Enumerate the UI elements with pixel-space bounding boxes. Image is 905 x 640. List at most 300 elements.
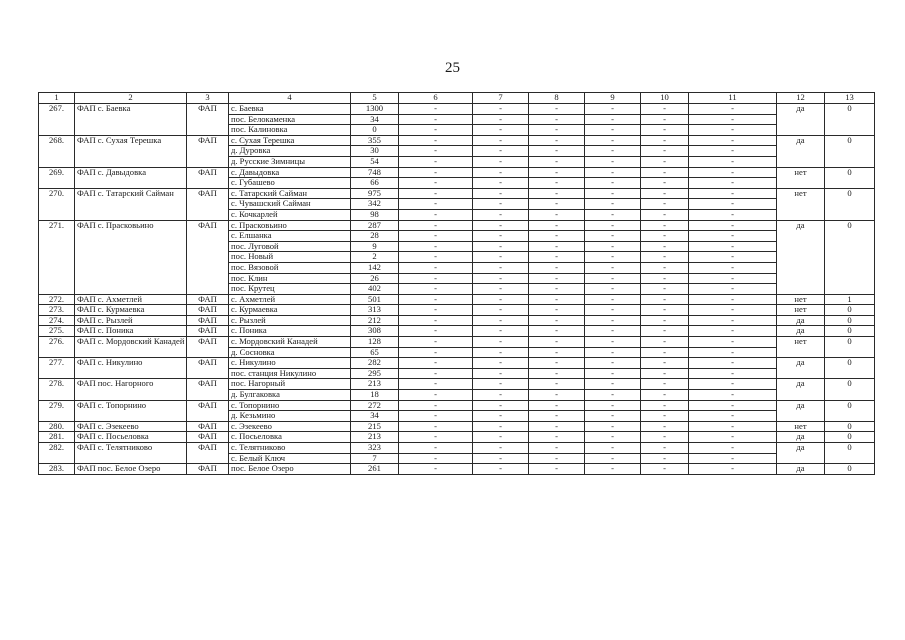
dash-cell: -: [641, 326, 689, 337]
facility-name: ФАП с. Телятниково: [75, 443, 187, 464]
dash-cell: -: [399, 156, 473, 167]
dash-cell: -: [641, 294, 689, 305]
dash-cell: -: [473, 220, 529, 231]
dash-cell: -: [529, 188, 585, 199]
facility-name: ФАП с. Давыдовка: [75, 167, 187, 188]
population-value: 142: [351, 262, 399, 273]
dash-cell: -: [641, 347, 689, 358]
dash-cell: -: [585, 199, 641, 210]
dash-cell: -: [399, 199, 473, 210]
dash-cell: -: [585, 390, 641, 401]
dash-cell: -: [473, 421, 529, 432]
facility-table: [38, 92, 875, 475]
page-number: 25: [445, 60, 460, 76]
dash-cell: -: [473, 347, 529, 358]
dash-cell: -: [529, 379, 585, 390]
dash-cell: -: [641, 273, 689, 284]
settlement-name: с. Кочкарлей: [229, 209, 351, 220]
dash-cell: -: [585, 432, 641, 443]
facility-type: ФАП: [187, 443, 229, 464]
population-value: 313: [351, 305, 399, 316]
facility-type: ФАП: [187, 220, 229, 294]
dash-cell: -: [585, 125, 641, 136]
table-row: [39, 464, 875, 475]
availability-value: да: [777, 135, 825, 167]
dash-cell: -: [529, 294, 585, 305]
dash-cell: -: [399, 125, 473, 136]
dash-cell: -: [473, 209, 529, 220]
dash-cell: -: [399, 252, 473, 263]
settlement-name: с. Елшанка: [229, 231, 351, 242]
dash-cell: -: [529, 231, 585, 242]
dash-cell: -: [473, 432, 529, 443]
population-value: 65: [351, 347, 399, 358]
dash-cell: -: [689, 347, 777, 358]
population-value: 128: [351, 337, 399, 348]
dash-cell: -: [689, 326, 777, 337]
dash-cell: -: [585, 114, 641, 125]
population-value: 26: [351, 273, 399, 284]
dash-cell: -: [529, 390, 585, 401]
dash-cell: -: [399, 337, 473, 348]
facility-type: ФАП: [187, 188, 229, 220]
dash-cell: -: [473, 390, 529, 401]
population-value: 7: [351, 453, 399, 464]
row-number: 276.: [39, 337, 75, 358]
count-value: 0: [825, 443, 875, 464]
settlement-name: с. Чувашский Сайман: [229, 199, 351, 210]
dash-cell: -: [689, 400, 777, 411]
dash-cell: -: [473, 464, 529, 475]
dash-cell: -: [641, 368, 689, 379]
dash-cell: -: [473, 368, 529, 379]
dash-cell: -: [473, 188, 529, 199]
dash-cell: -: [689, 104, 777, 115]
settlement-name: пос. Вязовой: [229, 262, 351, 273]
table-row: [39, 421, 875, 432]
dash-cell: -: [399, 220, 473, 231]
row-number: 278.: [39, 379, 75, 400]
dash-cell: -: [529, 273, 585, 284]
settlement-name: с. Губашево: [229, 178, 351, 189]
population-value: 34: [351, 411, 399, 422]
dash-cell: -: [529, 305, 585, 316]
settlement-name: д. Булгаковка: [229, 390, 351, 401]
settlement-name: с. Давыдовка: [229, 167, 351, 178]
column-header: 7: [473, 93, 529, 104]
dash-cell: -: [641, 188, 689, 199]
dash-cell: -: [689, 231, 777, 242]
count-value: 0: [825, 464, 875, 475]
dash-cell: -: [529, 178, 585, 189]
dash-cell: -: [399, 135, 473, 146]
dash-cell: -: [641, 231, 689, 242]
dash-cell: -: [399, 294, 473, 305]
dash-cell: -: [529, 104, 585, 115]
column-header: 8: [529, 93, 585, 104]
settlement-name: пос. Белое Озеро: [229, 464, 351, 475]
dash-cell: -: [585, 241, 641, 252]
dash-cell: -: [529, 358, 585, 369]
dash-cell: -: [529, 156, 585, 167]
count-value: 0: [825, 135, 875, 167]
dash-cell: -: [399, 390, 473, 401]
dash-cell: -: [585, 358, 641, 369]
dash-cell: -: [529, 337, 585, 348]
population-value: 355: [351, 135, 399, 146]
table-row: [39, 358, 875, 369]
dash-cell: -: [529, 284, 585, 295]
availability-value: да: [777, 104, 825, 136]
dash-cell: -: [641, 379, 689, 390]
settlement-name: с. Никулино: [229, 358, 351, 369]
population-value: 272: [351, 400, 399, 411]
facility-name: ФАП с. Баевка: [75, 104, 187, 136]
availability-value: нет: [777, 167, 825, 188]
dash-cell: -: [399, 368, 473, 379]
dash-cell: -: [399, 411, 473, 422]
dash-cell: -: [689, 443, 777, 454]
facility-name: ФАП с. Поника: [75, 326, 187, 337]
population-value: 213: [351, 379, 399, 390]
dash-cell: -: [473, 400, 529, 411]
dash-cell: -: [585, 368, 641, 379]
dash-cell: -: [689, 368, 777, 379]
dash-cell: -: [473, 358, 529, 369]
dash-cell: -: [641, 178, 689, 189]
facility-name: ФАП с. Никулино: [75, 358, 187, 379]
settlement-name: с. Поника: [229, 326, 351, 337]
dash-cell: -: [529, 241, 585, 252]
dash-cell: -: [473, 315, 529, 326]
population-value: 28: [351, 231, 399, 242]
dash-cell: -: [585, 220, 641, 231]
facility-type: ФАП: [187, 167, 229, 188]
dash-cell: -: [641, 125, 689, 136]
facility-type: ФАП: [187, 337, 229, 358]
settlement-name: д. Дуровка: [229, 146, 351, 157]
column-header: 6: [399, 93, 473, 104]
dash-cell: -: [585, 453, 641, 464]
dash-cell: -: [399, 241, 473, 252]
settlement-name: с. Телятниково: [229, 443, 351, 454]
population-value: 748: [351, 167, 399, 178]
dash-cell: -: [641, 262, 689, 273]
facility-name: ФАП с. Топорнино: [75, 400, 187, 421]
dash-cell: -: [399, 146, 473, 157]
settlement-name: с. Баевка: [229, 104, 351, 115]
count-value: 0: [825, 421, 875, 432]
dash-cell: -: [689, 294, 777, 305]
count-value: 1: [825, 294, 875, 305]
dash-cell: -: [399, 231, 473, 242]
table-row: [39, 294, 875, 305]
population-value: 282: [351, 358, 399, 369]
population-value: 2: [351, 252, 399, 263]
population-value: 98: [351, 209, 399, 220]
dash-cell: -: [689, 358, 777, 369]
dash-cell: -: [585, 347, 641, 358]
row-number: 282.: [39, 443, 75, 464]
population-value: 9: [351, 241, 399, 252]
dash-cell: -: [689, 156, 777, 167]
facility-name: ФАП с. Сухая Терешка: [75, 135, 187, 167]
settlement-name: пос. Нагорный: [229, 379, 351, 390]
settlement-name: д. Русские Зимницы: [229, 156, 351, 167]
dash-cell: -: [585, 188, 641, 199]
dash-cell: -: [585, 421, 641, 432]
dash-cell: -: [529, 326, 585, 337]
dash-cell: -: [585, 273, 641, 284]
table-row: [39, 379, 875, 390]
population-value: 34: [351, 114, 399, 125]
row-number: 270.: [39, 188, 75, 220]
dash-cell: -: [689, 125, 777, 136]
dash-cell: -: [689, 305, 777, 316]
dash-cell: -: [585, 209, 641, 220]
dash-cell: -: [529, 125, 585, 136]
dash-cell: -: [399, 104, 473, 115]
dash-cell: -: [473, 305, 529, 316]
settlement-name: пос. Белокаменка: [229, 114, 351, 125]
availability-value: нет: [777, 305, 825, 316]
dash-cell: -: [473, 294, 529, 305]
dash-cell: -: [473, 167, 529, 178]
dash-cell: -: [399, 432, 473, 443]
facility-name: ФАП с. Мордовский Канадей: [75, 337, 187, 358]
facility-type: ФАП: [187, 464, 229, 475]
settlement-name: с. Мордовский Канадей: [229, 337, 351, 348]
dash-cell: -: [689, 252, 777, 263]
dash-cell: -: [473, 284, 529, 295]
count-value: 0: [825, 167, 875, 188]
dash-cell: -: [585, 443, 641, 454]
count-value: 0: [825, 104, 875, 136]
dash-cell: -: [399, 209, 473, 220]
column-header: 13: [825, 93, 875, 104]
dash-cell: -: [399, 326, 473, 337]
row-number: 267.: [39, 104, 75, 136]
settlement-name: с. Эзекеево: [229, 421, 351, 432]
facility-type: ФАП: [187, 294, 229, 305]
availability-value: да: [777, 315, 825, 326]
dash-cell: -: [529, 167, 585, 178]
dash-cell: -: [473, 379, 529, 390]
dash-cell: -: [399, 400, 473, 411]
dash-cell: -: [641, 305, 689, 316]
dash-cell: -: [641, 443, 689, 454]
dash-cell: -: [529, 432, 585, 443]
availability-value: нет: [777, 294, 825, 305]
facility-name: ФАП с. Посьеловка: [75, 432, 187, 443]
dash-cell: -: [473, 411, 529, 422]
population-value: 342: [351, 199, 399, 210]
dash-cell: -: [689, 315, 777, 326]
dash-cell: -: [529, 421, 585, 432]
dash-cell: -: [641, 411, 689, 422]
dash-cell: -: [399, 347, 473, 358]
availability-value: нет: [777, 421, 825, 432]
facility-name: ФАП с. Рызлей: [75, 315, 187, 326]
dash-cell: -: [529, 146, 585, 157]
dash-cell: -: [585, 464, 641, 475]
dash-cell: -: [689, 284, 777, 295]
dash-cell: -: [585, 104, 641, 115]
table-row: [39, 315, 875, 326]
dash-cell: -: [641, 209, 689, 220]
availability-value: да: [777, 464, 825, 475]
column-header: 5: [351, 93, 399, 104]
dash-cell: -: [641, 135, 689, 146]
row-number: 283.: [39, 464, 75, 475]
facility-type: ФАП: [187, 305, 229, 316]
dash-cell: -: [585, 294, 641, 305]
dash-cell: -: [641, 337, 689, 348]
population-value: 54: [351, 156, 399, 167]
dash-cell: -: [689, 379, 777, 390]
availability-value: нет: [777, 188, 825, 220]
dash-cell: -: [585, 178, 641, 189]
dash-cell: -: [399, 464, 473, 475]
dash-cell: -: [641, 199, 689, 210]
settlement-name: д. Сосновка: [229, 347, 351, 358]
table-body: [39, 104, 875, 475]
dash-cell: -: [473, 326, 529, 337]
row-number: 274.: [39, 315, 75, 326]
row-number: 273.: [39, 305, 75, 316]
table-row: [39, 188, 875, 199]
dash-cell: -: [641, 220, 689, 231]
facility-name: ФАП пос. Белое Озеро: [75, 464, 187, 475]
dash-cell: -: [529, 315, 585, 326]
dash-cell: -: [585, 262, 641, 273]
dash-cell: -: [641, 284, 689, 295]
settlement-name: с. Ахметлей: [229, 294, 351, 305]
dash-cell: -: [641, 464, 689, 475]
dash-cell: -: [473, 453, 529, 464]
row-number: 271.: [39, 220, 75, 294]
dash-cell: -: [585, 379, 641, 390]
dash-cell: -: [585, 400, 641, 411]
settlement-name: пос. Луговой: [229, 241, 351, 252]
settlement-name: д. Кезьмино: [229, 411, 351, 422]
population-value: 501: [351, 294, 399, 305]
availability-value: да: [777, 326, 825, 337]
availability-value: да: [777, 400, 825, 421]
population-value: 323: [351, 443, 399, 454]
dash-cell: -: [529, 262, 585, 273]
dash-cell: -: [689, 390, 777, 401]
facility-type: ФАП: [187, 326, 229, 337]
dash-cell: -: [641, 167, 689, 178]
dash-cell: -: [399, 305, 473, 316]
dash-cell: -: [399, 284, 473, 295]
count-value: 0: [825, 379, 875, 400]
table-row: [39, 400, 875, 411]
dash-cell: -: [529, 199, 585, 210]
dash-cell: -: [473, 252, 529, 263]
dash-cell: -: [585, 252, 641, 263]
dash-cell: -: [689, 220, 777, 231]
dash-cell: -: [473, 337, 529, 348]
column-header: 12: [777, 93, 825, 104]
dash-cell: -: [529, 368, 585, 379]
facility-type: ФАП: [187, 358, 229, 379]
settlement-name: с. Топорнино: [229, 400, 351, 411]
table-row: [39, 337, 875, 348]
row-number: 281.: [39, 432, 75, 443]
dash-cell: -: [529, 114, 585, 125]
table-row: [39, 220, 875, 231]
count-value: 0: [825, 188, 875, 220]
dash-cell: -: [689, 178, 777, 189]
table-row: [39, 167, 875, 178]
row-number: 275.: [39, 326, 75, 337]
dash-cell: -: [585, 167, 641, 178]
facility-type: ФАП: [187, 104, 229, 136]
dash-cell: -: [399, 358, 473, 369]
dash-cell: -: [399, 114, 473, 125]
dash-cell: -: [399, 453, 473, 464]
dash-cell: -: [689, 273, 777, 284]
row-number: 268.: [39, 135, 75, 167]
dash-cell: -: [689, 199, 777, 210]
dash-cell: -: [641, 104, 689, 115]
dash-cell: -: [641, 156, 689, 167]
dash-cell: -: [689, 421, 777, 432]
table-row: [39, 104, 875, 115]
population-value: 975: [351, 188, 399, 199]
dash-cell: -: [529, 464, 585, 475]
population-value: 295: [351, 368, 399, 379]
dash-cell: -: [399, 178, 473, 189]
dash-cell: -: [473, 262, 529, 273]
population-value: 402: [351, 284, 399, 295]
availability-value: да: [777, 432, 825, 443]
population-value: 18: [351, 390, 399, 401]
dash-cell: -: [529, 400, 585, 411]
settlement-name: пос. Клин: [229, 273, 351, 284]
dash-cell: -: [641, 114, 689, 125]
dash-cell: -: [399, 379, 473, 390]
settlement-name: с. Рызлей: [229, 315, 351, 326]
dash-cell: -: [689, 337, 777, 348]
facility-type: ФАП: [187, 135, 229, 167]
count-value: 0: [825, 400, 875, 421]
column-number-row: [39, 93, 875, 104]
availability-value: да: [777, 220, 825, 294]
dash-cell: -: [585, 135, 641, 146]
settlement-name: пос. Новый: [229, 252, 351, 263]
settlement-name: пос. станция Никулино: [229, 368, 351, 379]
dash-cell: -: [585, 326, 641, 337]
row-number: 272.: [39, 294, 75, 305]
dash-cell: -: [585, 315, 641, 326]
column-header: 11: [689, 93, 777, 104]
count-value: 0: [825, 337, 875, 358]
dash-cell: -: [641, 400, 689, 411]
dash-cell: -: [585, 284, 641, 295]
table-row: [39, 432, 875, 443]
population-value: 0: [351, 125, 399, 136]
dash-cell: -: [399, 167, 473, 178]
settlement-name: с. Прасковьино: [229, 220, 351, 231]
table-row: [39, 326, 875, 337]
dash-cell: -: [585, 337, 641, 348]
settlement-name: с. Посьеловка: [229, 432, 351, 443]
row-number: 280.: [39, 421, 75, 432]
dash-cell: -: [473, 156, 529, 167]
